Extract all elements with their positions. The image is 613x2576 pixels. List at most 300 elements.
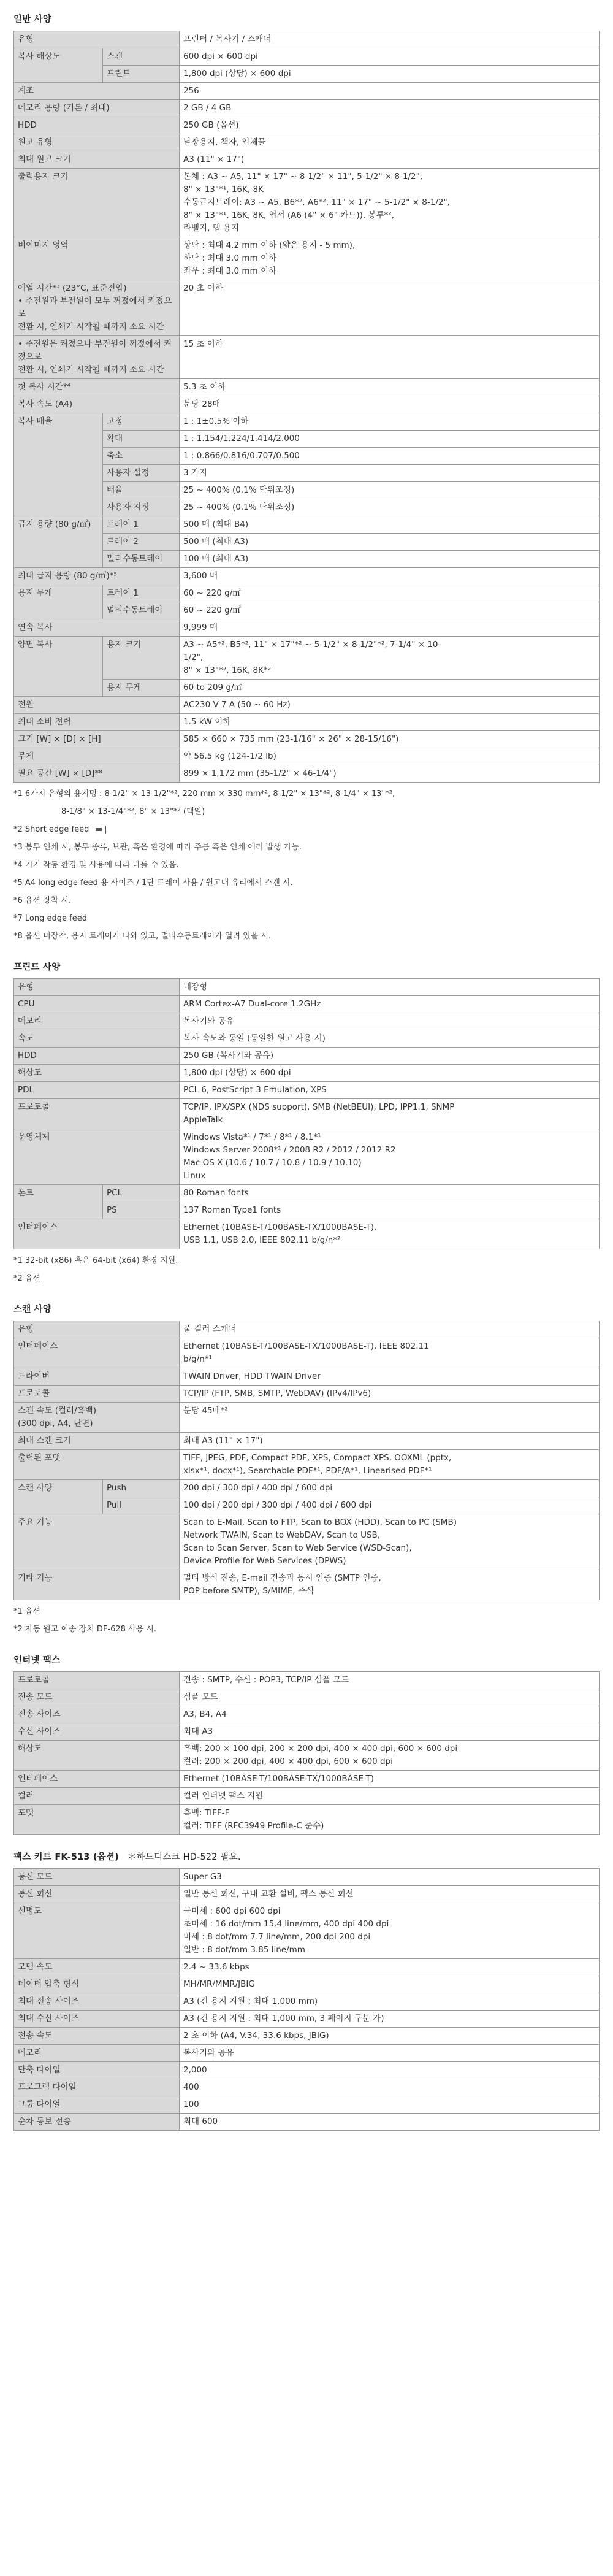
spec-row	[14, 1689, 600, 1706]
footnote-text: *1 옵션	[13, 1607, 41, 1616]
spec-label: 모뎀 속도	[14, 1959, 180, 1976]
section-title	[13, 1850, 600, 1863]
spec-row	[14, 996, 600, 1013]
spec-value	[180, 1706, 600, 1723]
spec-label-line: 예열 시간*³ (23°C, 표준전압)	[18, 283, 127, 293]
spec-value	[180, 585, 600, 602]
spec-value	[180, 336, 600, 379]
spec-value-line: 1.5 kW 이하	[183, 717, 231, 727]
spec-row	[14, 1959, 600, 1976]
spec-row	[14, 280, 600, 336]
spec-value-line: 2 초 이하 (A4, V.34, 33.6 kbps, JBIG)	[183, 2031, 329, 2041]
footnote	[13, 927, 600, 945]
spec-sublabel: PS	[103, 1202, 180, 1219]
spec-row	[14, 714, 600, 731]
spec-value-line: Ethernet (10BASE-T/100BASE-TX/1000BASE-T), IEEE 802.11	[183, 1341, 429, 1351]
spec-value	[180, 396, 600, 413]
spec-row	[14, 1771, 600, 1788]
spec-label: 최대 수신 사이즈	[14, 2011, 180, 2028]
spec-value-line: 100 매 (최대 A3)	[183, 554, 249, 564]
spec-sublabel: Pull	[103, 1497, 180, 1514]
spec-sublabel: 멀티수동트레이	[103, 602, 180, 619]
spec-row	[14, 1129, 600, 1185]
spec-label-line: • 주전원은 켜졌으나 부전원이 꺼졌에서 켜졌으로	[18, 339, 172, 362]
spec-value-line: 심플 모드	[183, 1692, 218, 1702]
spec-value-line: xlsx*¹, docx*¹), Searchable PDF*¹, PDF/A*¹, Linearised PDF*¹	[183, 1466, 432, 1476]
spec-value-line: 256	[183, 86, 199, 96]
spec-row	[14, 1185, 600, 1202]
spec-label-line: 전환 시, 인쇄기 시작될 때까지 소요 시간	[18, 365, 164, 375]
spec-label: 전송 속도	[14, 2028, 180, 2045]
spec-row	[14, 396, 600, 413]
spec-sublabel: 고정	[103, 413, 180, 431]
spec-row	[14, 1048, 600, 1065]
spec-value	[180, 1048, 600, 1065]
spec-label: 인터페이스	[14, 1338, 180, 1368]
spec-value-line: 컬러: TIFF (RFC3949 Profile-C 준수)	[183, 1821, 324, 1831]
spec-value	[180, 413, 600, 431]
spec-value-line: 분당 28매	[183, 399, 221, 409]
spec-value-line: 복사 속도와 동일 (동일한 원고 사용 시)	[183, 1033, 326, 1043]
spec-label: 인터페이스	[14, 1219, 180, 1249]
spec-row	[14, 379, 600, 396]
spec-row	[14, 1805, 600, 1835]
footnote	[13, 910, 600, 927]
footnote-text: *2 Short edge feed	[13, 825, 89, 834]
spec-value-line: 흑백: 200 × 100 dpi, 200 × 200 dpi, 400 × 400 dpi, 600 × 600 dpi	[183, 1744, 458, 1754]
spec-row	[14, 731, 600, 748]
spec-label: 프로토콜	[14, 1672, 180, 1689]
spec-value-line: 복사기와 공유	[183, 2048, 234, 2058]
short-edge-feed-icon	[93, 826, 106, 834]
spec-value-line: 최대 A3 (11" × 17")	[183, 1436, 263, 1446]
spec-value	[180, 1368, 600, 1386]
spec-value-line: 라벨지, 탭 용지	[183, 223, 240, 233]
spec-value	[180, 2096, 600, 2114]
spec-label: 유형	[14, 31, 180, 48]
spec-row	[14, 237, 600, 280]
spec-sublabel: 배율	[103, 482, 180, 499]
footnote	[13, 1270, 600, 1287]
footnote-text: *2 자동 원고 이송 장치 DF-628 사용 시.	[13, 1625, 156, 1634]
spec-row	[14, 48, 600, 66]
spec-row	[14, 697, 600, 714]
spec-value-line: 8" × 13"*¹, 16K, 8K	[183, 185, 264, 194]
spec-value	[180, 280, 600, 336]
spec-label-line: • 주전원과 부전원이 모두 꺼졌에서 켜졌으로	[18, 296, 172, 319]
spec-value	[180, 66, 600, 83]
footnote	[13, 1620, 600, 1638]
spec-value	[180, 1869, 600, 1886]
spec-value-line: 5.3 초 이하	[183, 382, 226, 392]
spec-row	[14, 1433, 600, 1450]
spec-value	[180, 534, 600, 551]
spec-row	[14, 2011, 600, 2028]
spec-label: 드라이버	[14, 1368, 180, 1386]
spec-value	[180, 637, 600, 680]
spec-row	[14, 1065, 600, 1082]
spec-value-line: 흑백: TIFF-F	[183, 1808, 230, 1818]
spec-label: 출력용지 크기	[14, 169, 180, 237]
spec-value-line: 250 GB (복사기와 공유)	[183, 1051, 274, 1060]
spec-row	[14, 83, 600, 100]
spec-label: 첫 복사 시간*⁴	[14, 379, 180, 396]
spec-value	[180, 1202, 600, 1219]
spec-value	[180, 1672, 600, 1689]
spec-label: 선명도	[14, 1903, 180, 1959]
section-title	[13, 12, 600, 25]
footnote-text: *6 옵션 장착 시.	[13, 896, 72, 905]
spec-row	[14, 1480, 600, 1497]
spec-value-line: 250 GB (옵션)	[183, 120, 239, 130]
spec-section	[13, 12, 600, 945]
spec-row	[14, 568, 600, 585]
section-title-text: 프린트 사양	[13, 962, 61, 972]
spec-value-line: 본체 : A3 ~ A5, 11" × 17" ~ 8-1/2" × 11", 5-1/2" × 8-1/2",	[183, 172, 423, 182]
spec-row	[14, 1368, 600, 1386]
spec-value	[180, 379, 600, 396]
spec-value-line: 500 매 (최대 B4)	[183, 519, 249, 529]
spec-sublabel: 트레이 1	[103, 585, 180, 602]
spec-value-line: A3, B4, A4	[183, 1709, 227, 1719]
spec-row	[14, 169, 600, 237]
spec-label: 폰트	[14, 1185, 103, 1219]
spec-value-line: 15 초 이하	[183, 339, 223, 349]
spec-value	[180, 431, 600, 448]
spec-label-line: 스캔 속도 (컬러/흑백)	[18, 1406, 96, 1416]
spec-value-line: 585 × 660 × 735 mm (23-1/16" × 26" × 28-15/16")	[183, 734, 399, 744]
spec-value-line: 극미세 : 600 dpi 600 dpi	[183, 1906, 281, 1916]
spec-value-line: MH/MR/MMR/JBIG	[183, 1979, 255, 1989]
spec-value	[180, 1321, 600, 1338]
spec-row	[14, 100, 600, 117]
footnote	[13, 1603, 600, 1620]
spec-value	[180, 2079, 600, 2096]
spec-row	[14, 1082, 600, 1099]
spec-value-line: AC230 V 7 A (50 ~ 60 Hz)	[183, 700, 291, 710]
spec-value-line: 미세 : 8 dot/mm 7.7 line/mm, 200 dpi 200 dpi	[183, 1932, 371, 1942]
footnote-text: *7 Long edge feed	[13, 914, 87, 923]
spec-value-line: 600 dpi × 600 dpi	[183, 52, 258, 61]
spec-value	[180, 1450, 600, 1480]
spec-row	[14, 2062, 600, 2079]
spec-row	[14, 1099, 600, 1129]
footnote-text: *4 기기 작동 환경 및 사용에 따라 다를 수 있음.	[13, 861, 179, 870]
spec-value-line: 내장형	[183, 982, 208, 992]
section-title	[13, 960, 600, 973]
spec-row	[14, 1976, 600, 1993]
spec-label: 용지 무게	[14, 585, 103, 619]
spec-row	[14, 1514, 600, 1570]
spec-value	[180, 1497, 600, 1514]
spec-label: 통신 회선	[14, 1886, 180, 1903]
spec-value	[180, 1065, 600, 1082]
spec-row	[14, 1672, 600, 1689]
spec-value-line: 낱장용지, 책자, 입체물	[183, 137, 266, 147]
spec-value	[180, 482, 600, 499]
spec-value	[180, 1689, 600, 1706]
spec-value-line: 3 가지	[183, 468, 207, 478]
spec-row	[14, 1723, 600, 1741]
spec-value	[180, 2028, 600, 2045]
spec-value-line: PCL 6, PostScript 3 Emulation, XPS	[183, 1085, 327, 1095]
spec-value-line: A3 (11" × 17")	[183, 155, 245, 164]
spec-table	[13, 31, 600, 783]
spec-value	[180, 1959, 600, 1976]
spec-value	[180, 619, 600, 637]
spec-value-line: 최대 600	[183, 2117, 218, 2126]
spec-value	[180, 31, 600, 48]
spec-label: CPU	[14, 996, 180, 1013]
spec-row	[14, 1030, 600, 1048]
spec-value-line: 하단 : 최대 3.0 mm 이하	[183, 253, 277, 263]
spec-value	[180, 979, 600, 996]
spec-label: 스캔 사양	[14, 1480, 103, 1514]
spec-value-line: TCP/IP (FTP, SMB, SMTP, WebDAV) (IPv4/IPv6)	[183, 1389, 371, 1398]
spec-value-line: TWAIN Driver, HDD TWAIN Driver	[183, 1371, 321, 1381]
spec-value-line: 복사기와 공유	[183, 1016, 234, 1026]
spec-value	[180, 1723, 600, 1741]
spec-label: 최대 스캔 크기	[14, 1433, 180, 1450]
spec-label: 프로토콜	[14, 1099, 180, 1129]
spec-row	[14, 1706, 600, 1723]
spec-value-line: AppleTalk	[183, 1115, 223, 1125]
spec-label: HDD	[14, 1048, 180, 1065]
spec-value-line: 25 ~ 400% (0.1% 단위조정)	[183, 502, 295, 512]
spec-value	[180, 465, 600, 482]
footnotes	[13, 785, 600, 945]
spec-row	[14, 1741, 600, 1771]
spec-value	[180, 1805, 600, 1835]
spec-value	[180, 568, 600, 585]
spec-value	[180, 151, 600, 169]
spec-sublabel: 용지 크기	[103, 637, 180, 680]
spec-label: 필요 공간 [W] × [D]*⁸	[14, 765, 180, 783]
spec-table	[13, 978, 600, 1249]
spec-label: 급지 용량 (80 g/㎡)	[14, 516, 103, 568]
spec-row	[14, 1450, 600, 1480]
spec-label: 데이터 압축 형식	[14, 1976, 180, 1993]
spec-value	[180, 448, 600, 465]
spec-value-line: 3,600 매	[183, 571, 218, 581]
spec-value-line: Windows Server 2008*¹ / 2008 R2 / 2012 / 2012 R2	[183, 1145, 396, 1155]
spec-row	[14, 336, 600, 379]
spec-label: 수신 사이즈	[14, 1723, 180, 1741]
footnote-text: *1 6가지 유형의 용지명 : 8-1/2" × 13-1/2"*², 220 mm × 330 mm*², 8-1/2" × 13"*², 8-1/4" × 13"*²,	[13, 789, 395, 799]
spec-row	[14, 516, 600, 534]
spec-row	[14, 151, 600, 169]
spec-value-line: 1 : 0.866/0.816/0.707/0.500	[183, 451, 300, 461]
footnote	[13, 874, 600, 892]
spec-value	[180, 1129, 600, 1185]
spec-row	[14, 2114, 600, 2131]
spec-label: PDL	[14, 1082, 180, 1099]
spec-value	[180, 1771, 600, 1788]
spec-value-line: 100	[183, 2099, 199, 2109]
spec-value-line: 약 56.5 kg (124-1/2 lb)	[183, 751, 276, 761]
spec-value-line: 일반 : 8 dot/mm 3.85 line/mm	[183, 1945, 305, 1955]
spec-row	[14, 413, 600, 431]
footnote	[13, 821, 600, 838]
spec-value-line: 컬러 인터넷 팩스 지원	[183, 1791, 264, 1801]
spec-row	[14, 1219, 600, 1249]
spec-value-line: POP before SMTP), S/MIME, 주석	[183, 1586, 314, 1596]
footnote-text: *3 봉투 인쇄 시, 봉투 종류, 보관, 흑은 환경에 따라 주름 흑은 인쇄 에러 발생 가능.	[13, 843, 302, 852]
spec-label: 최대 소비 전력	[14, 714, 180, 731]
spec-row	[14, 1321, 600, 1338]
spec-value	[180, 1030, 600, 1048]
spec-label: 기타 기능	[14, 1570, 180, 1600]
spec-value-line: 60 to 209 g/㎡	[183, 683, 242, 692]
footnote-text: *5 A4 long edge feed 용 사이즈 / 1단 트레이 사용 / 원고대 유리에서 스캔 시.	[13, 878, 293, 887]
spec-value-line: Device Profile for Web Services (DPWS)	[183, 1556, 346, 1566]
spec-label: 순차 동보 전송	[14, 2114, 180, 2131]
spec-value-line: USB 1.1, USB 2.0, IEEE 802.11 b/g/n*²	[183, 1235, 341, 1245]
spec-value	[180, 1082, 600, 1099]
spec-value	[180, 697, 600, 714]
spec-value-line: 500 매 (최대 A3)	[183, 537, 249, 546]
spec-value	[180, 1219, 600, 1249]
spec-label: HDD	[14, 117, 180, 134]
section-title-text: 일반 사양	[13, 15, 52, 25]
spec-label: 메모리	[14, 1013, 180, 1030]
spec-row	[14, 765, 600, 783]
spec-row	[14, 117, 600, 134]
section-title	[13, 1653, 600, 1666]
spec-value	[180, 1480, 600, 1497]
spec-label: 해상도	[14, 1741, 180, 1771]
spec-value	[180, 83, 600, 100]
spec-label: 유형	[14, 1321, 180, 1338]
spec-value	[180, 100, 600, 117]
spec-row	[14, 1788, 600, 1805]
spec-sublabel: 멀티수동트레이	[103, 551, 180, 568]
spec-value-line: 8" × 13"*¹, 16K, 8K, 엽서 (A6 (4" × 6" 카드)), 봉투*²,	[183, 210, 395, 220]
spec-label: 전원	[14, 697, 180, 714]
spec-value	[180, 1788, 600, 1805]
spec-value	[180, 1514, 600, 1570]
spec-value	[180, 169, 600, 237]
spec-label: 포맷	[14, 1805, 180, 1835]
spec-value	[180, 1741, 600, 1771]
spec-value-line: 최대 A3	[183, 1727, 213, 1736]
spec-value	[180, 680, 600, 697]
spec-value-line: 137 Roman Type1 fonts	[183, 1205, 281, 1215]
spec-value-line: 25 ~ 400% (0.1% 단위조정)	[183, 485, 295, 495]
spec-row	[14, 585, 600, 602]
spec-label: 프로그램 다이얼	[14, 2079, 180, 2096]
spec-value-line: Linux	[183, 1171, 206, 1181]
spec-row	[14, 2045, 600, 2062]
spec-label: 무게	[14, 748, 180, 765]
spec-label-line: 전환 시, 인쇄기 시작될 때까지 소요 시간	[18, 322, 164, 332]
footnote-text: *2 옵션	[13, 1274, 41, 1283]
footnote	[13, 785, 600, 803]
section-title-text: 인터넷 팩스	[13, 1655, 61, 1665]
spec-value-line: 분당 45매*²	[183, 1406, 228, 1416]
spec-sublabel: 사용자 지정	[103, 499, 180, 516]
spec-value-line: 1 : 1.154/1.224/1.414/2.000	[183, 434, 300, 443]
spec-section	[13, 1850, 600, 2131]
spec-label: 해상도	[14, 1065, 180, 1082]
spec-value	[180, 499, 600, 516]
spec-value-line: 80 Roman fonts	[183, 1188, 249, 1198]
spec-label: 주요 기능	[14, 1514, 180, 1570]
spec-table	[13, 1321, 600, 1600]
spec-value-line: 100 dpi / 200 dpi / 300 dpi / 400 dpi / 600 dpi	[183, 1500, 372, 1510]
spec-label: 양면 복사	[14, 637, 103, 697]
spec-value-line: 8" × 13"*², 16K, 8K*²	[183, 665, 272, 675]
spec-value	[180, 714, 600, 731]
spec-label: 출력된 포맷	[14, 1450, 180, 1480]
footnote-text: *8 옵션 미장착, 용지 트레이가 나와 있고, 멀티수동트레이가 열려 있을 시.	[13, 932, 272, 941]
spec-row	[14, 2096, 600, 2114]
spec-label: 그룹 다이얼	[14, 2096, 180, 2114]
spec-value-line: 200 dpi / 300 dpi / 400 dpi / 600 dpi	[183, 1483, 333, 1493]
spec-value-line: 프린터 / 복사기 / 스캐너	[183, 34, 272, 44]
spec-label: 원고 유형	[14, 134, 180, 151]
spec-sublabel: 사용자 설정	[103, 465, 180, 482]
spec-value-line: 1,800 dpi (상당) × 600 dpi	[183, 1068, 291, 1078]
spec-row	[14, 748, 600, 765]
spec-sublabel: 트레이 1	[103, 516, 180, 534]
spec-value-line: 2 GB / 4 GB	[183, 103, 232, 113]
spec-value	[180, 2062, 600, 2079]
spec-row	[14, 2028, 600, 2045]
spec-row	[14, 1886, 600, 1903]
spec-label: 컬러	[14, 1788, 180, 1805]
spec-value	[180, 117, 600, 134]
spec-value-line: Windows Vista*¹ / 7*¹ / 8*¹ / 8.1*¹	[183, 1132, 321, 1142]
footnote	[13, 803, 600, 821]
spec-value-line: 2,000	[183, 2065, 207, 2075]
spec-label: 운영체제	[14, 1129, 180, 1185]
spec-value	[180, 2114, 600, 2131]
spec-row	[14, 1403, 600, 1433]
spec-sublabel: 프린트	[103, 66, 180, 83]
spec-row	[14, 637, 600, 680]
spec-value-line: Network TWAIN, Scan to WebDAV, Scan to USB,	[183, 1530, 381, 1540]
spec-table	[13, 1671, 600, 1835]
spec-label: 복사 배율	[14, 413, 103, 516]
spec-value	[180, 765, 600, 783]
spec-value-line: 1,800 dpi (상당) × 600 dpi	[183, 69, 291, 79]
spec-label: 크기 [W] × [D] × [H]	[14, 731, 180, 748]
spec-value	[180, 996, 600, 1013]
spec-label-line: (300 dpi, A4, 단면)	[18, 1419, 93, 1428]
spec-row	[14, 1386, 600, 1403]
spec-value	[180, 748, 600, 765]
spec-value	[180, 237, 600, 280]
spec-value-line: Ethernet (10BASE-T/100BASE-TX/1000BASE-T)	[183, 1774, 375, 1784]
spec-value-line: 수동급지트레이: A3 ~ A5, B6*², A6*², 11" × 17" ~ 5-1/2" × 8-1/2",	[183, 197, 450, 207]
spec-label	[14, 336, 180, 379]
spec-value-line: 전송 : SMTP, 수신 : POP3, TCP/IP 심플 모드	[183, 1675, 349, 1685]
spec-sublabel: 축소	[103, 448, 180, 465]
spec-value	[180, 1013, 600, 1030]
spec-value	[180, 48, 600, 66]
spec-section	[13, 1302, 600, 1638]
spec-value	[180, 134, 600, 151]
spec-value-line: 컬러: 200 × 200 dpi, 400 × 400 dpi, 600 × 600 dpi	[183, 1757, 393, 1766]
spec-row	[14, 1013, 600, 1030]
spec-label: 최대 전송 사이즈	[14, 1993, 180, 2011]
spec-value	[180, 1185, 600, 1202]
spec-value	[180, 602, 600, 619]
spec-row	[14, 1993, 600, 2011]
spec-value-line: 60 ~ 220 g/㎡	[183, 605, 241, 615]
spec-value	[180, 1886, 600, 1903]
